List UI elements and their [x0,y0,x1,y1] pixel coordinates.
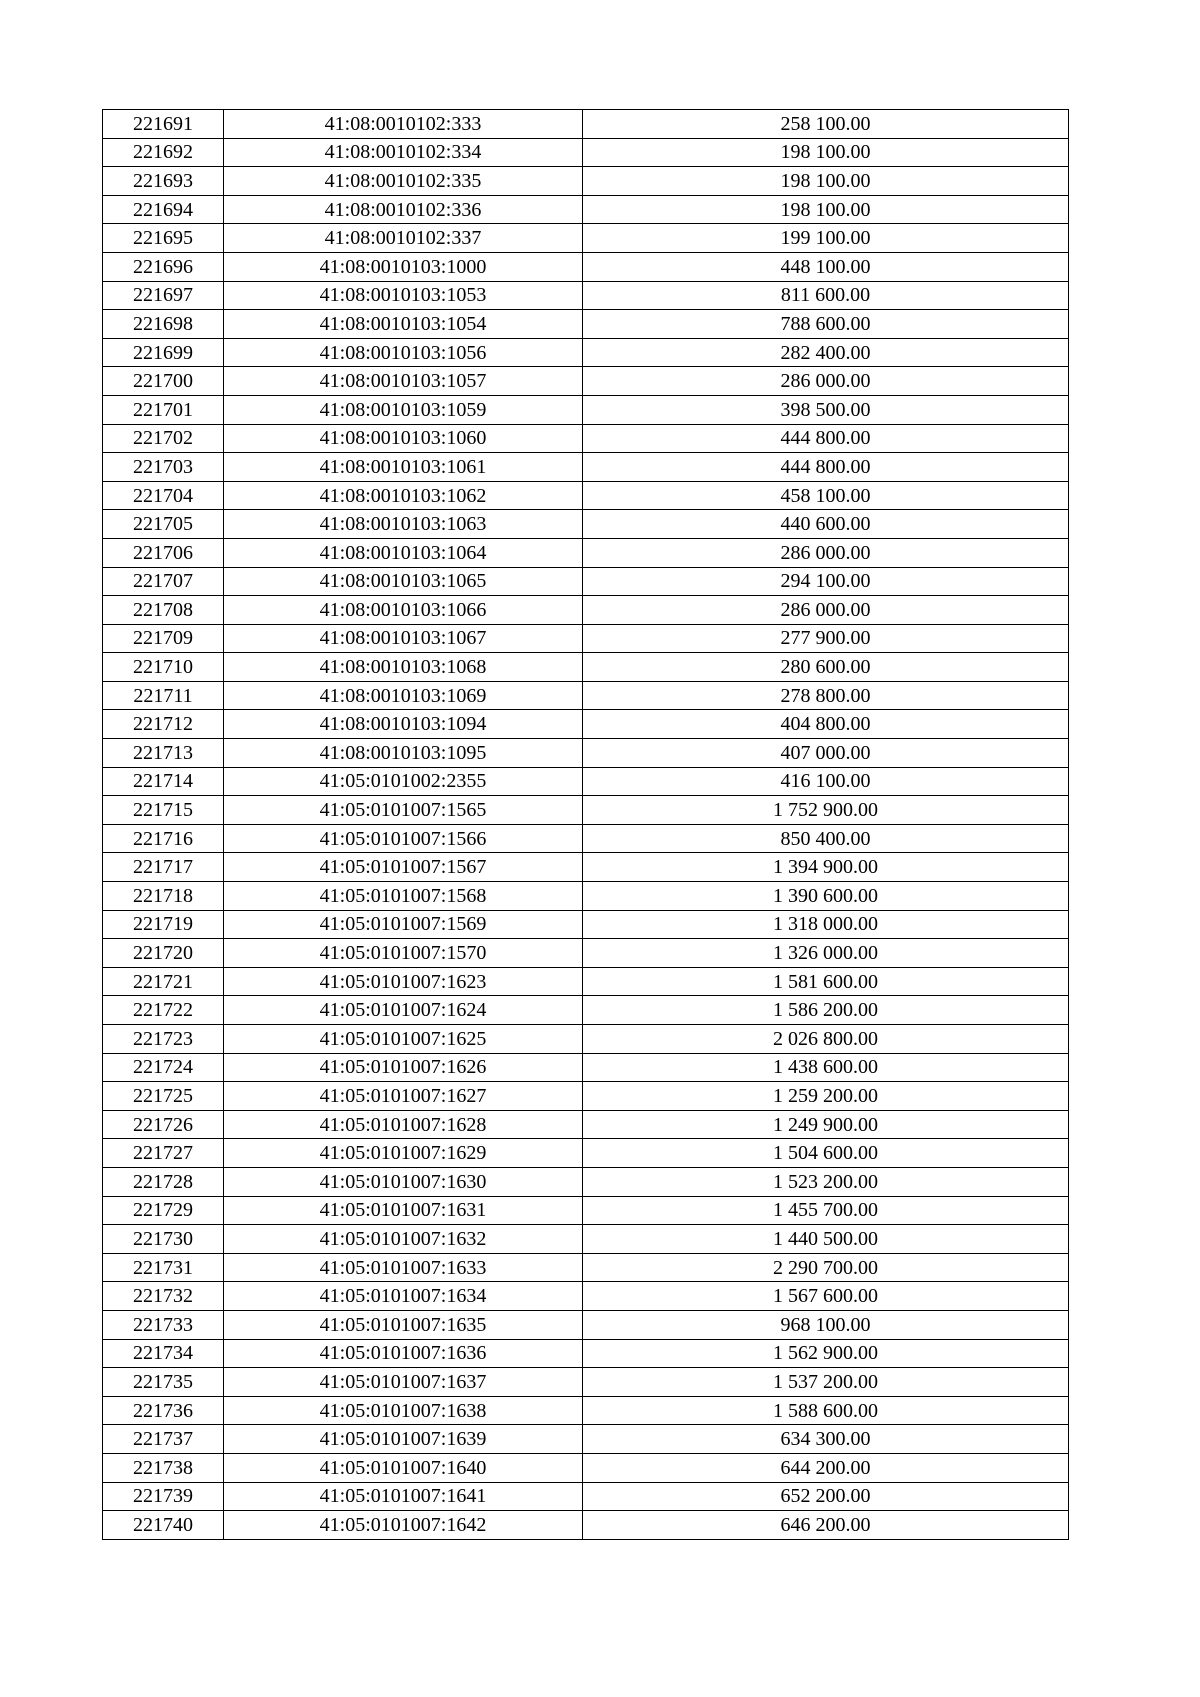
cadastral-number-cell: 41:08:0010102:334 [224,138,583,167]
row-number-cell: 221739 [103,1482,224,1511]
cadastral-value-cell: 278 800.00 [583,681,1069,710]
table-row [103,710,1069,739]
row-number-cell: 221722 [103,996,224,1025]
cadastral-number-cell: 41:08:0010103:1059 [224,395,583,424]
table-row [103,1396,1069,1425]
cadastral-value-cell: 2 290 700.00 [583,1253,1069,1282]
cadastral-number-cell: 41:05:0101007:1632 [224,1225,583,1254]
cadastral-number-cell: 41:05:0101002:2355 [224,767,583,796]
cadastral-number-cell: 41:05:0101007:1627 [224,1082,583,1111]
cadastral-value-cell: 968 100.00 [583,1310,1069,1339]
row-number-cell: 221705 [103,510,224,539]
cadastral-value-cell: 1 326 000.00 [583,939,1069,968]
cadastral-number-cell: 41:08:0010103:1063 [224,510,583,539]
row-number-cell: 221701 [103,395,224,424]
cadastral-value-cell: 788 600.00 [583,310,1069,339]
cadastral-number-cell: 41:08:0010103:1000 [224,252,583,281]
table-row [103,939,1069,968]
row-number-cell: 221697 [103,281,224,310]
cadastral-value-cell: 1 537 200.00 [583,1368,1069,1397]
cadastral-value-cell: 1 390 600.00 [583,882,1069,911]
cadastral-value-cell: 198 100.00 [583,167,1069,196]
cadastral-number-cell: 41:08:0010103:1054 [224,310,583,339]
row-number-cell: 221699 [103,338,224,367]
table-row [103,1511,1069,1540]
cadastral-number-cell: 41:05:0101007:1567 [224,853,583,882]
row-number-cell: 221708 [103,596,224,625]
row-number-cell: 221733 [103,1310,224,1339]
cadastral-value-cell: 458 100.00 [583,481,1069,510]
cadastral-number-cell: 41:08:0010103:1057 [224,367,583,396]
cadastral-number-cell: 41:08:0010103:1066 [224,596,583,625]
cadastral-number-cell: 41:08:0010103:1094 [224,710,583,739]
row-number-cell: 221720 [103,939,224,968]
cadastral-value-cell: 199 100.00 [583,224,1069,253]
cadastral-value-cell: 1 438 600.00 [583,1053,1069,1082]
table-row [103,1425,1069,1454]
cadastral-value-cell: 440 600.00 [583,510,1069,539]
row-number-cell: 221736 [103,1396,224,1425]
cadastral-number-cell: 41:05:0101007:1642 [224,1511,583,1540]
cadastral-number-cell: 41:05:0101007:1634 [224,1282,583,1311]
table-row [103,110,1069,139]
table-row [103,167,1069,196]
row-number-cell: 221693 [103,167,224,196]
row-number-cell: 221707 [103,567,224,596]
row-number-cell: 221714 [103,767,224,796]
table-row [103,224,1069,253]
table-row [103,739,1069,768]
row-number-cell: 221738 [103,1453,224,1482]
row-number-cell: 221696 [103,252,224,281]
cadastral-value-table [102,109,1069,1540]
table-row [103,367,1069,396]
cadastral-value-cell: 1 249 900.00 [583,1110,1069,1139]
cadastral-number-cell: 41:08:0010103:1064 [224,538,583,567]
cadastral-number-cell: 41:05:0101007:1624 [224,996,583,1025]
table-row [103,853,1069,882]
cadastral-number-cell: 41:08:0010102:336 [224,195,583,224]
cadastral-value-cell: 1 752 900.00 [583,796,1069,825]
cadastral-value-cell: 444 800.00 [583,424,1069,453]
row-number-cell: 221725 [103,1082,224,1111]
cadastral-number-cell: 41:08:0010103:1067 [224,624,583,653]
cadastral-value-cell: 1 588 600.00 [583,1396,1069,1425]
row-number-cell: 221691 [103,110,224,139]
row-number-cell: 221724 [103,1053,224,1082]
cadastral-value-cell: 416 100.00 [583,767,1069,796]
row-number-cell: 221719 [103,910,224,939]
table-row [103,824,1069,853]
cadastral-value-cell: 444 800.00 [583,453,1069,482]
table-row [103,424,1069,453]
row-number-cell: 221710 [103,653,224,682]
row-number-cell: 221726 [103,1110,224,1139]
table-row [103,1053,1069,1082]
cadastral-number-cell: 41:08:0010103:1068 [224,653,583,682]
table-row [103,567,1069,596]
cadastral-value-cell: 277 900.00 [583,624,1069,653]
row-number-cell: 221716 [103,824,224,853]
cadastral-number-cell: 41:05:0101007:1568 [224,882,583,911]
cadastral-value-cell: 1 586 200.00 [583,996,1069,1025]
table-body [103,110,1069,1540]
cadastral-value-cell: 1 504 600.00 [583,1139,1069,1168]
cadastral-value-cell: 404 800.00 [583,710,1069,739]
table-row [103,138,1069,167]
cadastral-value-cell: 634 300.00 [583,1425,1069,1454]
cadastral-value-cell: 258 100.00 [583,110,1069,139]
cadastral-number-cell: 41:05:0101007:1633 [224,1253,583,1282]
cadastral-value-cell: 1 567 600.00 [583,1282,1069,1311]
table-row [103,195,1069,224]
cadastral-value-cell: 198 100.00 [583,195,1069,224]
cadastral-number-cell: 41:05:0101007:1629 [224,1139,583,1168]
cadastral-number-cell: 41:05:0101007:1628 [224,1110,583,1139]
table-row [103,1167,1069,1196]
cadastral-value-cell: 294 100.00 [583,567,1069,596]
cadastral-value-cell: 1 440 500.00 [583,1225,1069,1254]
table-row [103,653,1069,682]
cadastral-number-cell: 41:08:0010103:1069 [224,681,583,710]
cadastral-number-cell: 41:05:0101007:1625 [224,1025,583,1054]
cadastral-value-cell: 1 523 200.00 [583,1167,1069,1196]
row-number-cell: 221709 [103,624,224,653]
table-row [103,1453,1069,1482]
cadastral-value-cell: 1 318 000.00 [583,910,1069,939]
row-number-cell: 221732 [103,1282,224,1311]
row-number-cell: 221723 [103,1025,224,1054]
cadastral-number-cell: 41:08:0010103:1062 [224,481,583,510]
table-row [103,910,1069,939]
table-row [103,1253,1069,1282]
row-number-cell: 221734 [103,1339,224,1368]
cadastral-value-cell: 646 200.00 [583,1511,1069,1540]
table-row [103,395,1069,424]
table-row [103,1025,1069,1054]
cadastral-number-cell: 41:05:0101007:1640 [224,1453,583,1482]
cadastral-value-cell: 652 200.00 [583,1482,1069,1511]
cadastral-value-cell: 286 000.00 [583,538,1069,567]
table-row [103,767,1069,796]
table-row [103,1368,1069,1397]
cadastral-value-cell: 1 581 600.00 [583,967,1069,996]
table-row [103,538,1069,567]
row-number-cell: 221718 [103,882,224,911]
row-number-cell: 221721 [103,967,224,996]
cadastral-value-cell: 2 026 800.00 [583,1025,1069,1054]
table-row [103,796,1069,825]
cadastral-value-cell: 1 455 700.00 [583,1196,1069,1225]
cadastral-number-cell: 41:08:0010103:1060 [224,424,583,453]
table-row [103,996,1069,1025]
row-number-cell: 221695 [103,224,224,253]
cadastral-number-cell: 41:05:0101007:1641 [224,1482,583,1511]
cadastral-value-cell: 1 394 900.00 [583,853,1069,882]
cadastral-number-cell: 41:05:0101007:1570 [224,939,583,968]
cadastral-number-cell: 41:05:0101007:1635 [224,1310,583,1339]
cadastral-number-cell: 41:05:0101007:1626 [224,1053,583,1082]
row-number-cell: 221706 [103,538,224,567]
cadastral-value-cell: 398 500.00 [583,395,1069,424]
cadastral-number-cell: 41:05:0101007:1566 [224,824,583,853]
cadastral-value-cell: 286 000.00 [583,367,1069,396]
cadastral-number-cell: 41:08:0010102:335 [224,167,583,196]
cadastral-number-cell: 41:08:0010103:1053 [224,281,583,310]
row-number-cell: 221717 [103,853,224,882]
row-number-cell: 221715 [103,796,224,825]
cadastral-value-cell: 407 000.00 [583,739,1069,768]
table-row [103,681,1069,710]
table-row [103,453,1069,482]
cadastral-value-cell: 644 200.00 [583,1453,1069,1482]
table-row [103,1339,1069,1368]
table-row [103,1282,1069,1311]
row-number-cell: 221713 [103,739,224,768]
cadastral-value-cell: 1 562 900.00 [583,1339,1069,1368]
table-row [103,1110,1069,1139]
cadastral-number-cell: 41:05:0101007:1639 [224,1425,583,1454]
row-number-cell: 221692 [103,138,224,167]
table-row [103,310,1069,339]
row-number-cell: 221735 [103,1368,224,1397]
cadastral-value-cell: 282 400.00 [583,338,1069,367]
cadastral-number-cell: 41:05:0101007:1623 [224,967,583,996]
row-number-cell: 221712 [103,710,224,739]
cadastral-number-cell: 41:05:0101007:1631 [224,1196,583,1225]
row-number-cell: 221727 [103,1139,224,1168]
cadastral-value-cell: 448 100.00 [583,252,1069,281]
row-number-cell: 221737 [103,1425,224,1454]
row-number-cell: 221700 [103,367,224,396]
cadastral-value-cell: 850 400.00 [583,824,1069,853]
cadastral-value-cell: 286 000.00 [583,596,1069,625]
row-number-cell: 221730 [103,1225,224,1254]
table-row [103,882,1069,911]
table-row [103,338,1069,367]
row-number-cell: 221711 [103,681,224,710]
cadastral-number-cell: 41:08:0010103:1065 [224,567,583,596]
row-number-cell: 221698 [103,310,224,339]
row-number-cell: 221702 [103,424,224,453]
table-row [103,1139,1069,1168]
table-row [103,252,1069,281]
cadastral-number-cell: 41:05:0101007:1638 [224,1396,583,1425]
table-row [103,281,1069,310]
cadastral-number-cell: 41:08:0010102:337 [224,224,583,253]
row-number-cell: 221729 [103,1196,224,1225]
table-row [103,481,1069,510]
cadastral-value-cell: 198 100.00 [583,138,1069,167]
row-number-cell: 221731 [103,1253,224,1282]
cadastral-number-cell: 41:08:0010103:1061 [224,453,583,482]
cadastral-number-cell: 41:08:0010103:1095 [224,739,583,768]
cadastral-value-cell: 811 600.00 [583,281,1069,310]
table-row [103,967,1069,996]
table-row [103,1082,1069,1111]
cadastral-number-cell: 41:05:0101007:1636 [224,1339,583,1368]
table-row [103,1310,1069,1339]
cadastral-value-cell: 280 600.00 [583,653,1069,682]
row-number-cell: 221703 [103,453,224,482]
cadastral-number-cell: 41:08:0010102:333 [224,110,583,139]
cadastral-number-cell: 41:08:0010103:1056 [224,338,583,367]
table-row [103,624,1069,653]
table-row [103,510,1069,539]
row-number-cell: 221740 [103,1511,224,1540]
table-row [103,1225,1069,1254]
cadastral-value-cell: 1 259 200.00 [583,1082,1069,1111]
table-row [103,1196,1069,1225]
row-number-cell: 221704 [103,481,224,510]
cadastral-number-cell: 41:05:0101007:1630 [224,1167,583,1196]
row-number-cell: 221694 [103,195,224,224]
cadastral-number-cell: 41:05:0101007:1565 [224,796,583,825]
table-row [103,1482,1069,1511]
table-row [103,596,1069,625]
cadastral-number-cell: 41:05:0101007:1637 [224,1368,583,1397]
row-number-cell: 221728 [103,1167,224,1196]
cadastral-number-cell: 41:05:0101007:1569 [224,910,583,939]
